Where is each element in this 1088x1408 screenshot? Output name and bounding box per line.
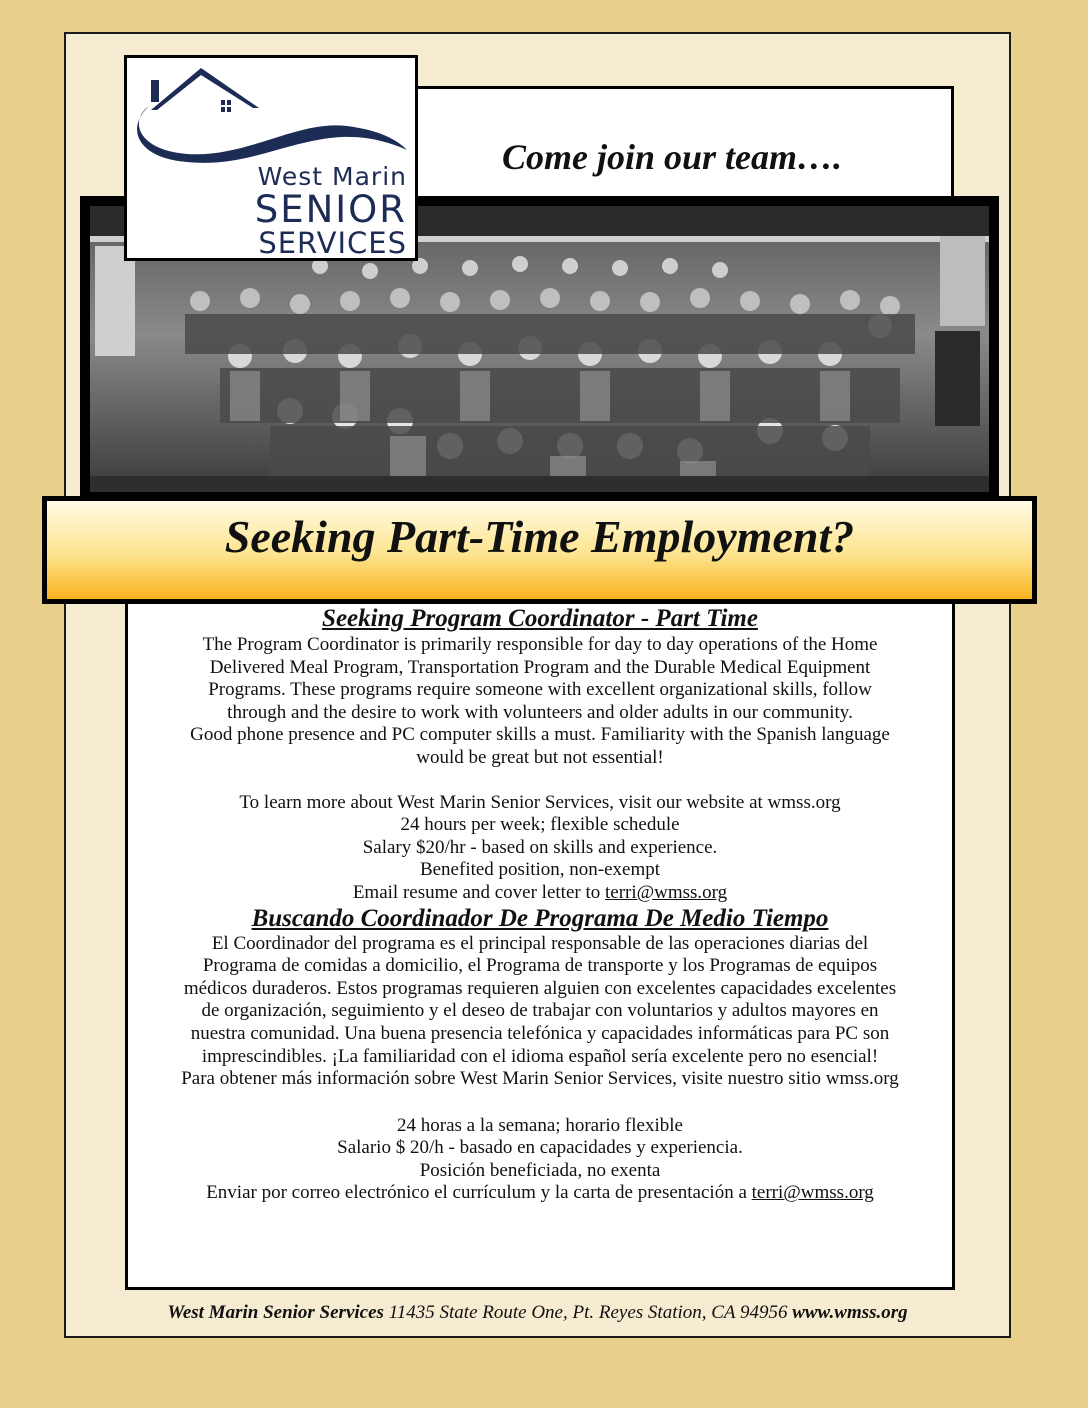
spanish-desc-line: Para obtener más información sobre West Marin Senior Services, visite nuestro sitio wmss.org xyxy=(181,1068,899,1090)
spanish-detail-line: 24 horas a la semana; horario flexible xyxy=(397,1114,683,1136)
spanish-desc-line: de organización, seguimiento y el deseo de trabajar con voluntarios y adultos mayores en xyxy=(201,1000,879,1022)
english-detail-line: 24 hours per week; flexible schedule xyxy=(400,814,680,836)
english-desc-line: would be great but not essential! xyxy=(416,746,664,768)
banner xyxy=(42,496,1037,604)
header-tagline: Come join our team…. xyxy=(502,137,843,177)
english-desc-line: through and the desire to work with volunteers and older adults in our community. xyxy=(227,701,853,723)
spanish-email-link[interactable]: terri@wmss.org xyxy=(751,1182,874,1204)
english-heading: Seeking Program Coordinator - Part Time xyxy=(322,605,758,632)
english-detail-line: Salary $20/hr - based on skills and experience. xyxy=(362,836,718,858)
spanish-desc-line: Programa de comidas a domicilio, el Programa de transporte y los Programas de equipos xyxy=(202,955,878,977)
spanish-details xyxy=(128,1115,952,1205)
footer-address: 11435 State Route One, Pt. Reyes Station, CA 94956 xyxy=(383,1302,793,1323)
spanish-email-prefix: Enviar por correo electrónico el currículum y la carta de presentación a xyxy=(206,1182,752,1204)
footer xyxy=(64,1302,1011,1324)
spanish-description xyxy=(128,933,952,1091)
english-detail-line: Benefited position, non-exempt xyxy=(419,859,661,881)
english-details xyxy=(128,792,952,905)
spanish-desc-line: médicos duraderos. Estos programas requieren alguien con excelentes capacidades excelentes xyxy=(183,977,897,999)
job-description xyxy=(125,604,955,1290)
english-desc-line: Delivered Meal Program, Transportation Program and the Durable Medical Equipment xyxy=(209,656,871,678)
spanish-email-line xyxy=(128,1182,952,1205)
footer-org: West Marin Senior Services xyxy=(167,1302,384,1323)
spanish-desc-line: imprescindibles. ¡La familiaridad con el idioma español sería excelente pero no esencial! xyxy=(201,1045,879,1067)
english-email-link[interactable]: terri@wmss.org xyxy=(605,881,728,903)
english-description xyxy=(128,634,952,770)
spanish-desc-line: nuestra comunidad. Una buena presencia telefónica y capacidades informáticas para PC son xyxy=(190,1022,890,1044)
logo-line-1: West Marin xyxy=(257,162,407,191)
footer-website[interactable]: www.wmss.org xyxy=(792,1302,908,1323)
english-email-line xyxy=(128,882,952,905)
english-desc-line: The Program Coordinator is primarily responsible for day to day operations of the Home xyxy=(202,634,878,655)
house-logo-icon xyxy=(127,58,415,168)
logo-line-3: SERVICES xyxy=(258,226,407,260)
english-detail-line: To learn more about West Marin Senior Services, visit our website at wmss.org xyxy=(239,791,841,813)
english-desc-line: Good phone presence and PC computer skills a must. Familiarity with the Spanish language xyxy=(190,724,890,746)
spanish-desc-line: El Coordinador del programa es el principal responsable de las operaciones diarias del xyxy=(211,932,869,954)
banner-title: Seeking Part-Time Employment? xyxy=(224,510,855,562)
english-email-prefix: Email resume and cover letter to xyxy=(352,881,605,903)
spanish-heading: Buscando Coordinador De Programa De Medio Tiempo xyxy=(251,904,829,932)
logo xyxy=(124,55,418,261)
english-desc-line: Programs. These programs require someone with excellent organizational skills, follow xyxy=(208,679,872,701)
spanish-detail-line: Salario $ 20/h - basado en capacidades y experiencia. xyxy=(337,1137,743,1159)
logo-line-2: SENIOR xyxy=(254,188,407,231)
spanish-detail-line: Posición beneficiada, no exenta xyxy=(419,1159,661,1181)
